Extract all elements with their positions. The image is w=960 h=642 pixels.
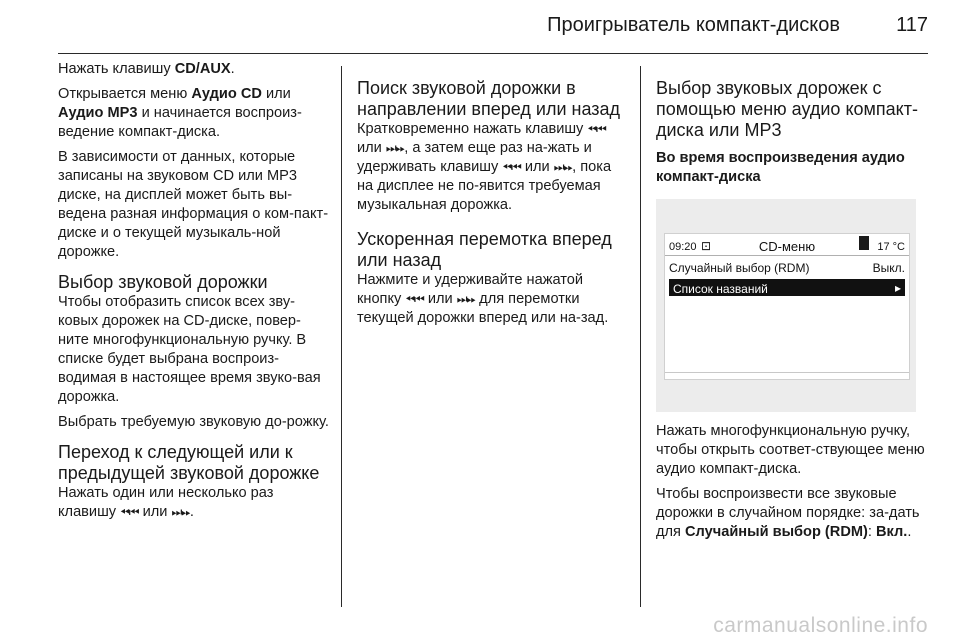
cd-menu-display — [664, 233, 910, 380]
menu-name: Аудио MP3 — [58, 105, 138, 121]
header-divider — [58, 53, 928, 54]
clock: 09:20 — [669, 241, 697, 253]
section-heading: Выбор звуковой дорожки — [58, 272, 268, 292]
paragraph: Выбрать требуемую звуковую до-рожку. — [58, 414, 329, 430]
text: или — [423, 291, 457, 307]
page-header-title: Проигрыватель компакт-дисков — [547, 14, 840, 36]
text: или — [138, 504, 172, 520]
fast-forward-icon: ⏭︎⏩︎ — [171, 505, 190, 519]
option-value: Вкл. — [876, 524, 908, 540]
text: : — [867, 524, 876, 540]
section-next-prev-track — [58, 442, 330, 522]
paragraph-menu-opens — [58, 85, 330, 142]
text: Нажать один или несколько раз клавишу — [58, 485, 274, 520]
text: . — [230, 61, 235, 77]
text: или — [520, 159, 554, 175]
menu-item-label: Список названий — [673, 282, 768, 296]
rewind-icon: ⏪︎⏮︎ — [587, 122, 606, 136]
rewind-icon: ⏪︎⏮︎ — [120, 505, 139, 519]
section-heading: Ускоренная перемотка вперед или назад — [357, 229, 612, 270]
section-heading: Переход к следующей или к предыдущей звуковой дорожке — [58, 442, 320, 483]
text: Чтобы воспроизвести все звуковые дорожки в случайном порядке: за-дать для — [656, 486, 920, 540]
text: Открывается меню — [58, 86, 192, 102]
rewind-icon: ⏪︎⏮︎ — [502, 160, 521, 174]
paragraph — [357, 271, 627, 328]
paragraph-display-info: В зависимости от данных, которые записаны на звуковом CD или MP3 диске, на дисплей может быть вы-ведена разная информация о ком-пакт-диске и о текущей музыкаль-ной дорожке. — [58, 149, 329, 260]
subsection-heading: Во время воспроизведения аудио компакт-диска — [656, 150, 905, 185]
display-divider — [665, 255, 909, 256]
arrow-right-icon: ▸ — [894, 281, 901, 295]
text: или — [261, 86, 291, 102]
section-track-search — [357, 78, 627, 215]
display-divider — [665, 372, 909, 373]
menu-item-track-list[interactable] — [669, 279, 905, 296]
text: для перемотки текущей дорожки вперед или на-зад. — [357, 291, 609, 326]
text: Нажать клавишу — [58, 61, 175, 77]
column-divider-1 — [341, 66, 342, 607]
text: , пока на дисплее не по-явится требуемая музыкальная дорожка. — [357, 159, 612, 213]
text: . — [907, 524, 912, 540]
paragraph: Чтобы отобразить список всех зву-ковых дорожек на CD-диске, повер-ните многофункциональную ручку. В списке будет выбрана воспроиз-водимая в настоящее время звуко-вая дорожка. — [58, 294, 321, 405]
menu-item-value: Выкл. — [872, 261, 905, 275]
text: Нажмите и удерживайте нажатой кнопку — [357, 272, 584, 307]
fast-forward-icon: ⏭︎⏩︎ — [385, 141, 405, 155]
text: , а затем еще раз на-жать и удерживать клавишу — [357, 140, 592, 175]
paragraph — [357, 120, 627, 215]
paragraph — [656, 485, 928, 542]
page-number: 117 — [896, 14, 928, 36]
section-fast-wind — [357, 229, 627, 328]
display-illustration — [656, 199, 916, 412]
section-heading: Поиск звуковой дорожки в направлении вперед или назад — [357, 78, 621, 119]
cd-icon: ⊡ — [701, 239, 712, 253]
menu-name: Аудио CD — [191, 86, 262, 102]
paragraph — [58, 484, 330, 522]
menu-option: Случайный выбор (RDM) — [685, 524, 868, 540]
fast-forward-icon: ⏭︎⏩︎ — [553, 160, 573, 174]
column-2 — [357, 78, 627, 334]
column-1 — [58, 60, 330, 528]
menu-item-random[interactable] — [669, 259, 905, 275]
display-title: CD-меню — [758, 239, 816, 254]
text: и начинается воспроиз-ведение компакт-диска. — [58, 105, 302, 140]
paragraph-press-cd-aux — [58, 60, 330, 79]
text: . — [189, 504, 194, 520]
fast-forward-icon: ⏭︎⏩︎ — [456, 292, 476, 306]
column-divider-2 — [640, 66, 641, 607]
section-heading: Выбор звуковых дорожек с помощью меню аудио компакт-диска или MP3 — [656, 78, 918, 140]
temperature: 17 °C — [877, 241, 905, 253]
phone-icon — [859, 236, 869, 250]
section-select-track — [58, 272, 330, 432]
column-3 — [656, 78, 928, 548]
text: Кратковременно нажать клавишу — [357, 121, 588, 137]
paragraph: Нажать многофункциональную ручку, чтобы открыть соответ-ствующее меню аудио компакт-диска. — [656, 423, 925, 477]
text: или — [357, 140, 386, 156]
menu-item-label: Случайный выбор (RDM) — [669, 261, 810, 275]
watermark: carmanualsonline.info — [713, 614, 928, 637]
key-name: CD/AUX — [174, 61, 231, 77]
display-status-bar — [669, 236, 905, 254]
rewind-icon: ⏪︎⏮︎ — [405, 292, 424, 306]
